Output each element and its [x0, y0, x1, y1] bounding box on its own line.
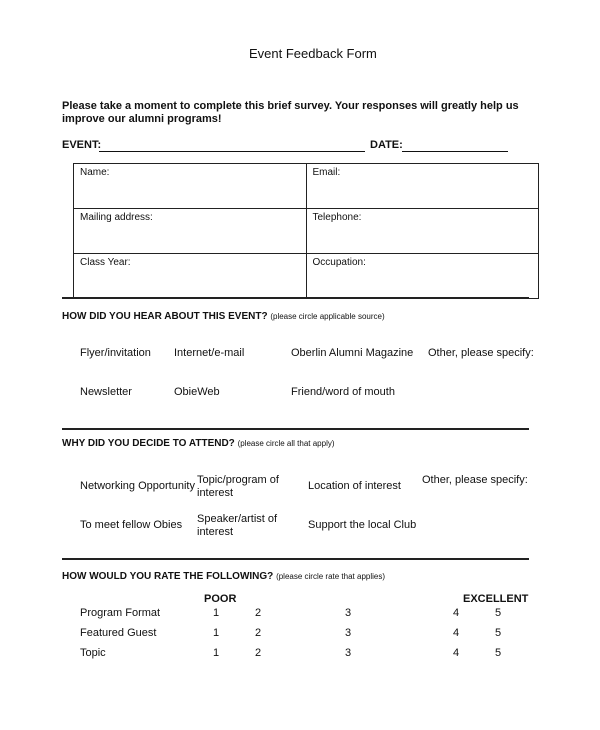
rating-2[interactable]: 2 — [254, 607, 262, 619]
option-newsletter[interactable]: Newsletter — [80, 386, 132, 398]
rating-item-program-format: Program Format — [80, 607, 161, 619]
section3-heading-text: HOW WOULD YOU RATE THE FOLLOWING? — [62, 571, 274, 582]
occupation-field[interactable]: Occupation: — [306, 254, 539, 299]
section1-heading-text: HOW DID YOU HEAR ABOUT THIS EVENT? — [62, 311, 268, 322]
rating-3[interactable]: 3 — [344, 627, 352, 639]
rating-1[interactable]: 1 — [212, 627, 220, 639]
rating-3[interactable]: 3 — [344, 647, 352, 659]
table-row — [74, 209, 539, 254]
section3-note: (please circle rate that applies) — [276, 572, 386, 581]
option-alumni-magazine[interactable]: Oberlin Alumni Magazine — [291, 347, 414, 359]
rating-4[interactable]: 4 — [452, 627, 460, 639]
section2-note: (please circle all that apply) — [237, 439, 335, 448]
page-title: Event Feedback Form — [249, 46, 377, 61]
rating-1[interactable]: 1 — [212, 607, 220, 619]
option-other-reason[interactable]: Other, please specify: — [422, 474, 528, 486]
rating-2[interactable]: 2 — [254, 647, 262, 659]
section2-heading — [62, 438, 335, 449]
rating-item-featured-guest: Featured Guest — [80, 627, 157, 639]
poor-label: POOR — [204, 593, 237, 605]
section1-heading — [62, 311, 385, 322]
rating-5[interactable]: 5 — [494, 627, 502, 639]
rating-5[interactable]: 5 — [494, 607, 502, 619]
section3-heading — [62, 571, 385, 582]
option-obieweb[interactable]: ObieWeb — [174, 386, 220, 398]
option-flyer[interactable]: Flyer/invitation — [80, 347, 151, 359]
option-location[interactable]: Location of interest — [308, 480, 401, 492]
intro-text: Please take a moment to complete this brief survey. Your responses will greatly help us improve our alumni programs! — [62, 100, 519, 125]
option-support-club[interactable]: Support the local Club — [308, 519, 417, 531]
telephone-field[interactable]: Telephone: — [306, 209, 539, 254]
contact-info-table — [73, 163, 539, 299]
option-other-source[interactable]: Other, please specify: — [428, 347, 534, 359]
rating-item-topic: Topic — [80, 647, 106, 659]
option-meet-obies[interactable]: To meet fellow Obies — [80, 519, 183, 531]
excellent-label: EXCELLENT — [463, 593, 529, 605]
option-topic-program[interactable]: Topic/program of interest — [197, 474, 279, 499]
option-networking[interactable]: Networking Opportunity — [80, 480, 195, 492]
section-divider — [62, 297, 529, 299]
rating-3[interactable]: 3 — [344, 607, 352, 619]
rating-4[interactable]: 4 — [452, 647, 460, 659]
rating-2[interactable]: 2 — [254, 627, 262, 639]
section-divider — [62, 558, 529, 560]
email-field[interactable]: Email: — [306, 164, 539, 209]
option-friend[interactable]: Friend/word of mouth — [291, 386, 395, 398]
rating-4[interactable]: 4 — [452, 607, 460, 619]
section1-note: (please circle applicable source) — [270, 312, 385, 321]
option-internet[interactable]: Internet/e-mail — [174, 347, 245, 359]
mailing-address-field[interactable]: Mailing address: — [74, 209, 307, 254]
rating-5[interactable]: 5 — [494, 647, 502, 659]
table-row — [74, 254, 539, 299]
date-label: DATE: — [370, 139, 403, 151]
event-input-line[interactable] — [99, 151, 365, 152]
section2-heading-text: WHY DID YOU DECIDE TO ATTEND? — [62, 438, 235, 449]
rating-1[interactable]: 1 — [212, 647, 220, 659]
event-label: EVENT: — [62, 139, 102, 151]
option-speaker-artist[interactable]: Speaker/artist of interest — [197, 513, 278, 538]
date-input-line[interactable] — [402, 151, 508, 152]
table-row — [74, 164, 539, 209]
name-field[interactable]: Name: — [74, 164, 307, 209]
class-year-field[interactable]: Class Year: — [74, 254, 307, 299]
section-divider — [62, 428, 529, 430]
